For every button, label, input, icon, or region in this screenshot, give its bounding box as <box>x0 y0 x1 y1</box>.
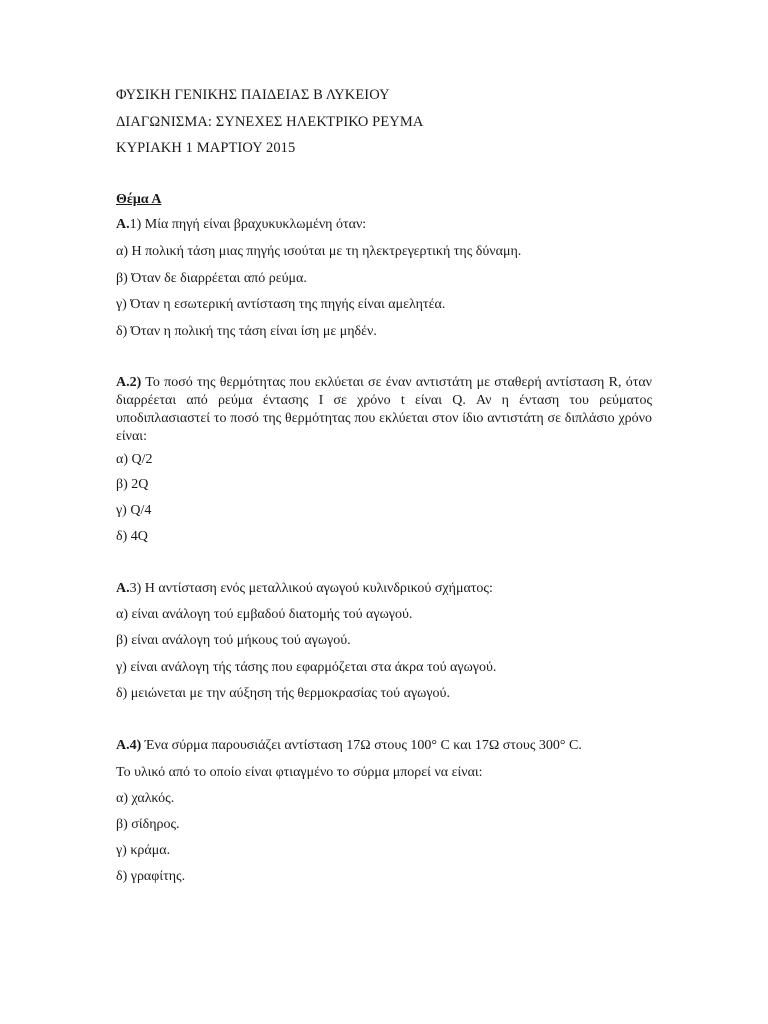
question-a3-stem <box>116 580 493 598</box>
question-a2-option-c: γ) Q/4 <box>116 503 152 518</box>
question-a1-text: 1) Μία πηγή είναι βραχυκυκλωμένη όταν: <box>129 217 367 232</box>
question-a4-option-b: β) σίδηρος. <box>116 817 180 832</box>
header-subject: ΦΥΣΙΚΗ ΓΕΝΙΚΗΣ ΠΑΙΔΕΙΑΣ Β ΛΥΚΕΙΟΥ <box>116 87 390 103</box>
question-a2-option-a: α) Q/2 <box>116 452 153 467</box>
question-a1-label: Α. <box>116 217 130 232</box>
question-a1-option-d: δ) Όταν η πολική της τάση είναι ίση με μηδέν. <box>116 324 377 339</box>
question-a2-option-d: δ) 4Q <box>116 529 148 544</box>
question-a4-stem <box>116 737 582 755</box>
question-a1-option-c: γ) Όταν η εσωτερική αντίσταση της πηγής είναι αμελητέα. <box>116 297 446 312</box>
question-a4-text: Ένα σύρμα παρουσιάζει αντίσταση 17Ω στους 100° C και 17Ω στους 300° C. <box>141 738 582 753</box>
question-a2-stem <box>116 374 652 446</box>
question-a4-option-d: δ) γραφίτης. <box>116 869 186 884</box>
question-a2-text: Το ποσό της θερμότητας που εκλύεται σε έναν αντιστάτη με σταθερή αντίσταση R, όταν διαρρέεται από ρεύμα έντασης Ι σε χρόνο t είναι Q. Αν η ένταση του ρεύματος υποδιπλασιαστεί το ποσό της θερμότητας που εκλύεται στον ίδιο αντιστάτη σε διπλάσιο χρόνο είναι: <box>116 375 652 444</box>
question-a3-option-d: δ) μειώνεται με την αύξηση τής θερμοκρασίας τού αγωγού. <box>116 686 450 701</box>
question-a4-stem-continued: Το υλικό από το οποίο είναι φτιαγμένο το σύρμα μπορεί να είναι: <box>116 765 483 780</box>
question-a1-option-b: β) Όταν δε διαρρέεται από ρεύμα. <box>116 271 307 286</box>
header-date: ΚΥΡΙΑΚΗ 1 ΜΑΡΤΙΟΥ 2015 <box>116 140 296 156</box>
header-exam-title: ΔΙΑΓΩΝΙΣΜΑ: ΣΥΝΕΧΕΣ ΗΛΕΚΤΡΙΚΟ ΡΕΥΜΑ <box>116 114 424 130</box>
question-a3-option-c: γ) είναι ανάλογη τής τάσης που εφαρμόζεται στα άκρα τού αγωγού. <box>116 660 497 675</box>
question-a4-option-c: γ) κράμα. <box>116 843 171 858</box>
question-a1-option-a: α) Η πολική τάση μιας πηγής ισούται με τη ηλεκτρεγερτική της δύναμη. <box>116 244 522 259</box>
question-a1-stem <box>116 216 366 234</box>
question-a3-text: 3) Η αντίσταση ενός μεταλλικού αγωγού κυλινδρικού σχήματος: <box>129 581 493 596</box>
question-a3-option-a: α) είναι ανάλογη τού εμβαδού διατομής τού αγωγού. <box>116 607 413 622</box>
question-a3-label: Α. <box>116 581 130 596</box>
question-a4-label: Α.4) <box>116 738 142 753</box>
section-title: Θέμα Α <box>116 192 162 207</box>
question-a4-option-a: α) χαλκός. <box>116 791 175 806</box>
question-a2-label: Α.2) <box>116 375 142 390</box>
question-a2-option-b: β) 2Q <box>116 477 149 492</box>
question-a3-option-b: β) είναι ανάλογη τού μήκους τού αγωγού. <box>116 633 351 648</box>
